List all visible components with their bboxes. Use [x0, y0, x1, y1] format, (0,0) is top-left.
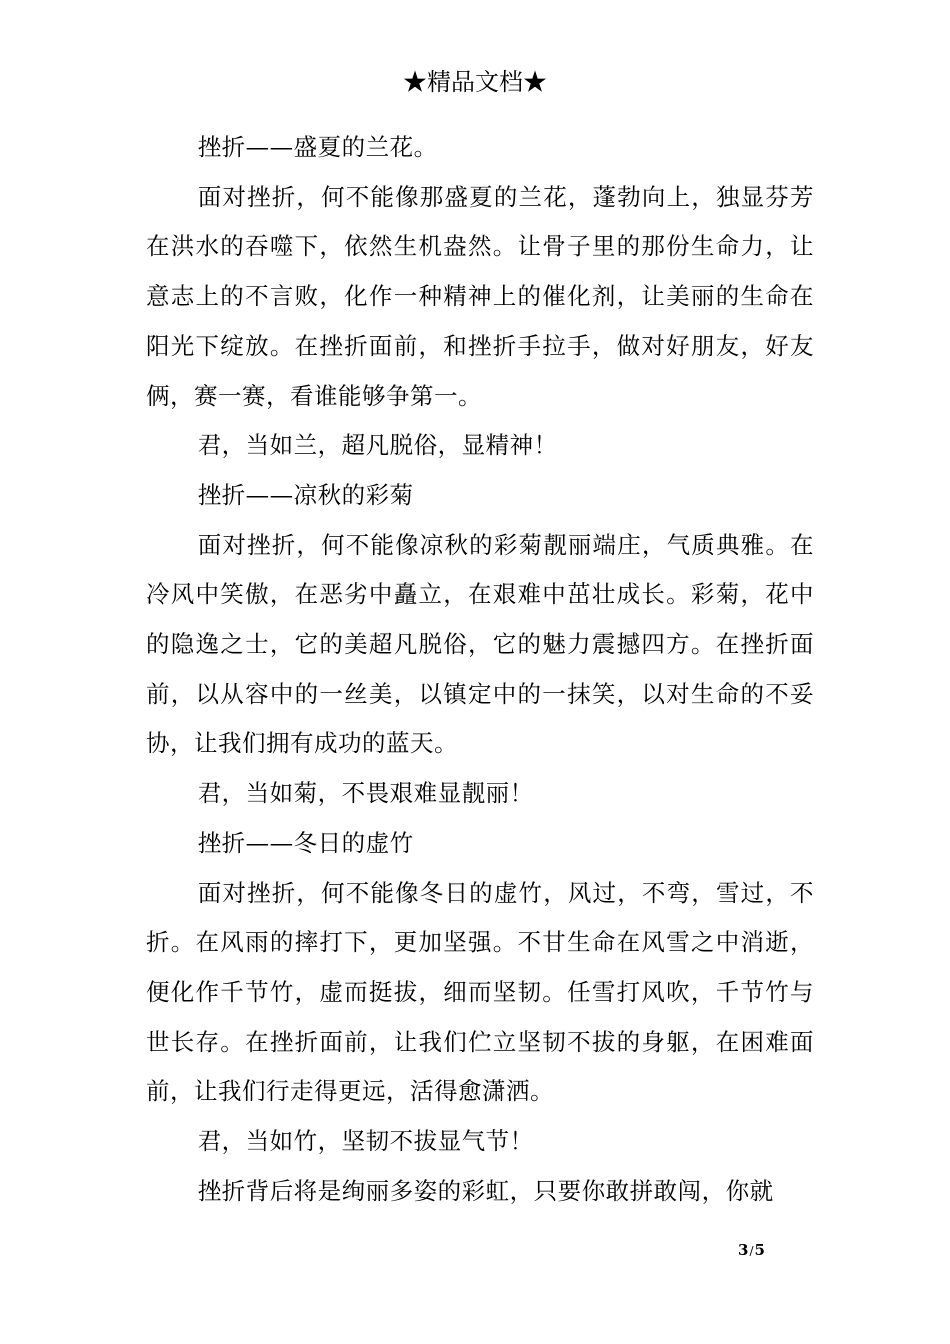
paragraph: 挫折背后将是绚丽多姿的彩虹，只要你敢拼敢闯，你就	[197, 1176, 774, 1205]
paragraph: 君，当如兰，超凡脱俗，显精神！	[197, 431, 558, 460]
paragraph: 面对挫折，何不能像冬日的虚竹，风过，不弯，雪过，不折。在风雨的摔打下，更加坚强。不甘生命在风雪之中消逝，便化作千节竹，虚而挺拔，细而坚韧。任雪打风吹，千节竹与世长存。在挫折面前，让我们伫立坚韧不拔的身躯，在困难面前，让我们行走得更远，活得愈潇洒。	[146, 878, 814, 1106]
paragraph: 君，当如竹，坚韧不拔显气节！	[197, 1127, 534, 1156]
paragraph: 挫折——冬日的虚竹	[197, 828, 414, 857]
paragraph: 挫折——凉秋的彩菊	[197, 480, 414, 509]
paragraph: 君，当如菊，不畏艰难显靓丽！	[197, 779, 534, 808]
total-pages-number: 5	[754, 1241, 766, 1259]
document-body	[146, 123, 814, 1216]
paragraph: 面对挫折，何不能像凉秋的彩菊靓丽端庄，气质典雅。在冷风中笑傲，在恶劣中矗立，在艰难中茁壮成长。彩菊，花中的隐逸之士，它的美超凡脱俗，它的魅力震撼四方。在挫折面前，以从容中的一丝美，以镇定中的一抹笑，以对生命的不妥协，让我们拥有成功的蓝天。	[146, 530, 814, 758]
paragraph: 挫折——盛夏的兰花。	[197, 133, 438, 161]
page-separator: /	[749, 1244, 755, 1258]
current-page-number: 3	[738, 1241, 750, 1259]
page-number	[738, 1240, 766, 1261]
paragraph: 面对挫折，何不能像那盛夏的兰花，蓬勃向上，独显芬芳在洪水的吞噬下，依然生机盎然。让骨子里的那份生命力，让意志上的不言败，化作一种精神上的催化剂，让美丽的生命在阳光下绽放。在挫折面前，和挫折手拉手，做对好朋友，好友俩，赛一赛，看谁能够争第一。	[146, 182, 814, 410]
page-header: ★精品文档★	[403, 68, 547, 96]
